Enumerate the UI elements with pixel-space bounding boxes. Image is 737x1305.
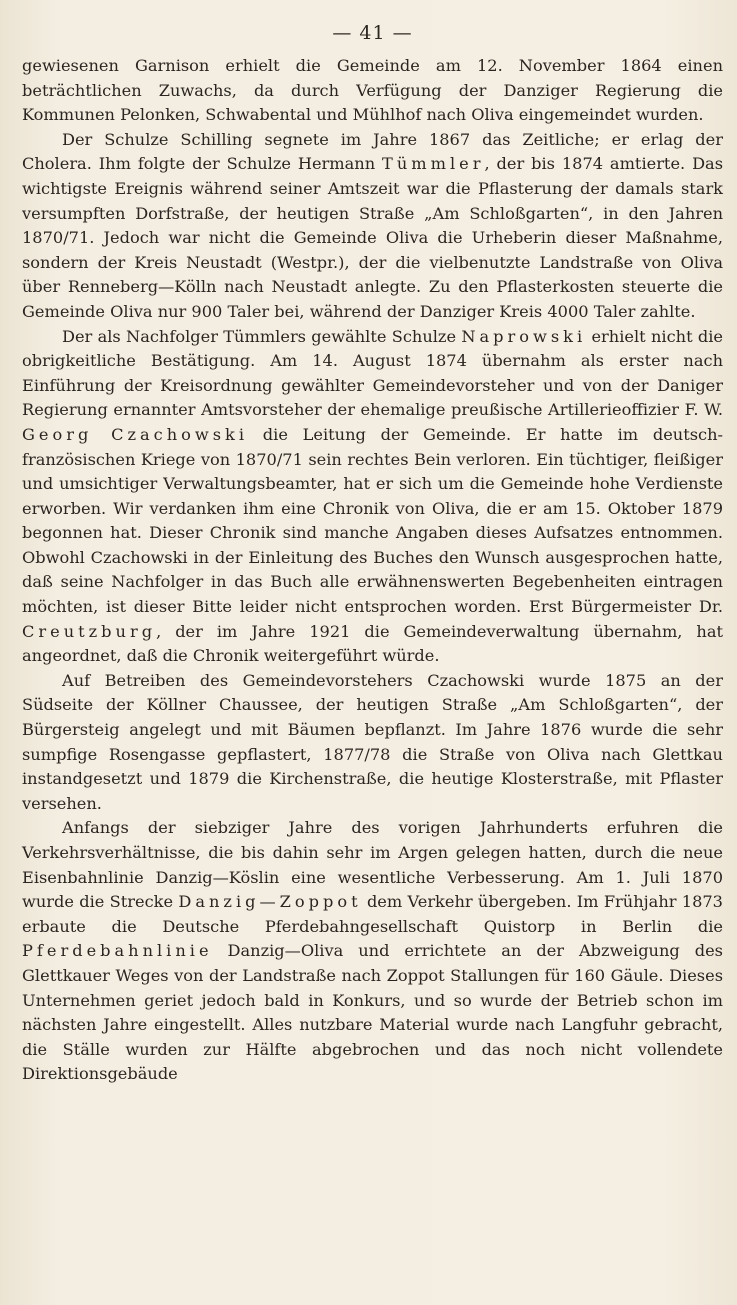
text-run: Der Schulze Schilling segnete im Jahre 1867 das Zeitliche; er erlag der Cholera. Ihm folgte der Schulze Hermann xyxy=(22,129,723,174)
spaced-name: Naprowski xyxy=(461,326,587,346)
text-run: erhielt nicht die obrigkeitliche Bestätigung. Am 14. August 1874 übernahm als erster nach Einführung der Kreisordnung gewählter Gemeindevorsteher und von der Daniger Regierung ernannter Amtsvorsteher der ehemalige preußische Artillerieoffizier F. W. xyxy=(22,326,724,420)
spaced-name: Pferdebahnlinie xyxy=(22,941,213,961)
spaced-name: Georg Czachowski xyxy=(22,424,249,444)
text-run: die Leitung der Gemeinde. Er hatte im deutsch-französischen Kriege von 1870/71 sein rechtes Bein verloren. Ein tüchtiger, fleißiger und umsichtiger Verwaltungsbeamter, hat er sich um die Gemeinde hohe Verdienste erworben. Wir verdanken ihm eine Chronik von Oliva, die er am 15. Oktober 1879 begonnen hat. Dieser Chronik sind manche Angaben dieses Aufsatzes entnommen. Obwohl Czachowski in der Einleitung des Buches den Wunsch ausgesprochen hatte, daß seine Nachfolger in das Buch alle erwähnenswerten Begebenheiten eintragen möchten, ist dieser Bitte leider nicht entsprochen worden. Erst Bürgermeister Dr. xyxy=(22,424,723,617)
paragraph xyxy=(22,669,723,817)
text-run: , der bis 1874 amtierte. Das wichtigste Ereignis während seiner Amtszeit war die Pflasterung der damals stark versumpften Dorfstraße, der heutigen Straße „Am Schloßgarten“, in den Jahren 1870/71. Jedoch war nicht die Gemeinde Oliva die Urheberin dieser Maßnahme, sondern der Kreis Neustadt (Westpr.), der die vielbenutzte Landstraße von Oliva über Renneberg—Kölln nach Neustadt anlegte. Zu den Pflasterkosten steuerte die Gemeinde Oliva nur 900 Taler bei, während der Danziger Kreis 4000 Taler zahlte. xyxy=(22,154,724,321)
paragraph xyxy=(22,816,723,1087)
paragraph xyxy=(22,325,723,669)
body-text xyxy=(22,54,723,1087)
text-run: Danzig—Oliva und errichtete an der Abzweigung des Glettkauer Weges von der Landstraße nach Zoppot Stallungen für 160 Gäule. Dieses Unternehmen geriet jedoch bald in Konkurs, und so wurde der Betrieb schon im nächsten Jahre eingestellt. Alles nutzbare Material wurde nach Langfuhr gebracht, die Ställe wurden zur Hälfte abgebrochen und das noch nicht vollendete Direktionsgebäude xyxy=(22,941,723,1084)
paragraph xyxy=(22,54,723,128)
page-number: — 41 — xyxy=(332,22,413,44)
text-run: Anfangs der siebziger Jahre des vorigen Jahrhunderts erfuhren die Verkehrsverhältnisse, die bis dahin sehr im Argen gelegen hatten, durch die neue Eisenbahnlinie Danzig—Köslin eine wesentliche Verbesserung. Am 1. Juli 1870 wurde die Strecke xyxy=(22,818,723,912)
text-run: dem Verkehr übergeben. Im Frühjahr 1873 erbaute die Deutsche Pferdebahngesellschaft Quistorp in Berlin die xyxy=(22,892,723,936)
text-run: Der als Nachfolger Tümmlers gewählte Schulze xyxy=(62,326,462,346)
paragraph xyxy=(22,128,723,325)
text-run: Auf Betreiben des Gemeindevorstehers Czachowski wurde 1875 an der Südseite der Köllner Chaussee, der heutigen Straße „Am Schloßgarten“, der Bürgersteig angelegt und mit Bäumen bepflanzt. Im Jahre 1876 wurde die sehr sumpfige Rosengasse gepflastert, 1877/78 die Straße von Oliva nach Glettkau instandgesetzt und 1879 die Kirchenstraße, die heutige Klosterstraße, mit Pflaster versehen. xyxy=(22,670,723,813)
text-run: , der im Jahre 1921 die Gemeindeverwaltung übernahm, hat angeordnet, daß die Chronik weitergeführt würde. xyxy=(22,621,723,666)
spaced-name: Danzig—Zoppot xyxy=(178,892,362,912)
text-run: gewiesenen Garnison erhielt die Gemeinde am 12. November 1864 einen beträchtlichen Zuwachs, da durch Verfügung der Danziger Regierung die Kommunen Pelonken, Schwabental und Mühlhof nach Oliva eingemeindet wurden. xyxy=(22,56,723,125)
spaced-name: Creutzburg xyxy=(22,621,157,641)
spaced-name: Tümmler xyxy=(382,154,485,174)
